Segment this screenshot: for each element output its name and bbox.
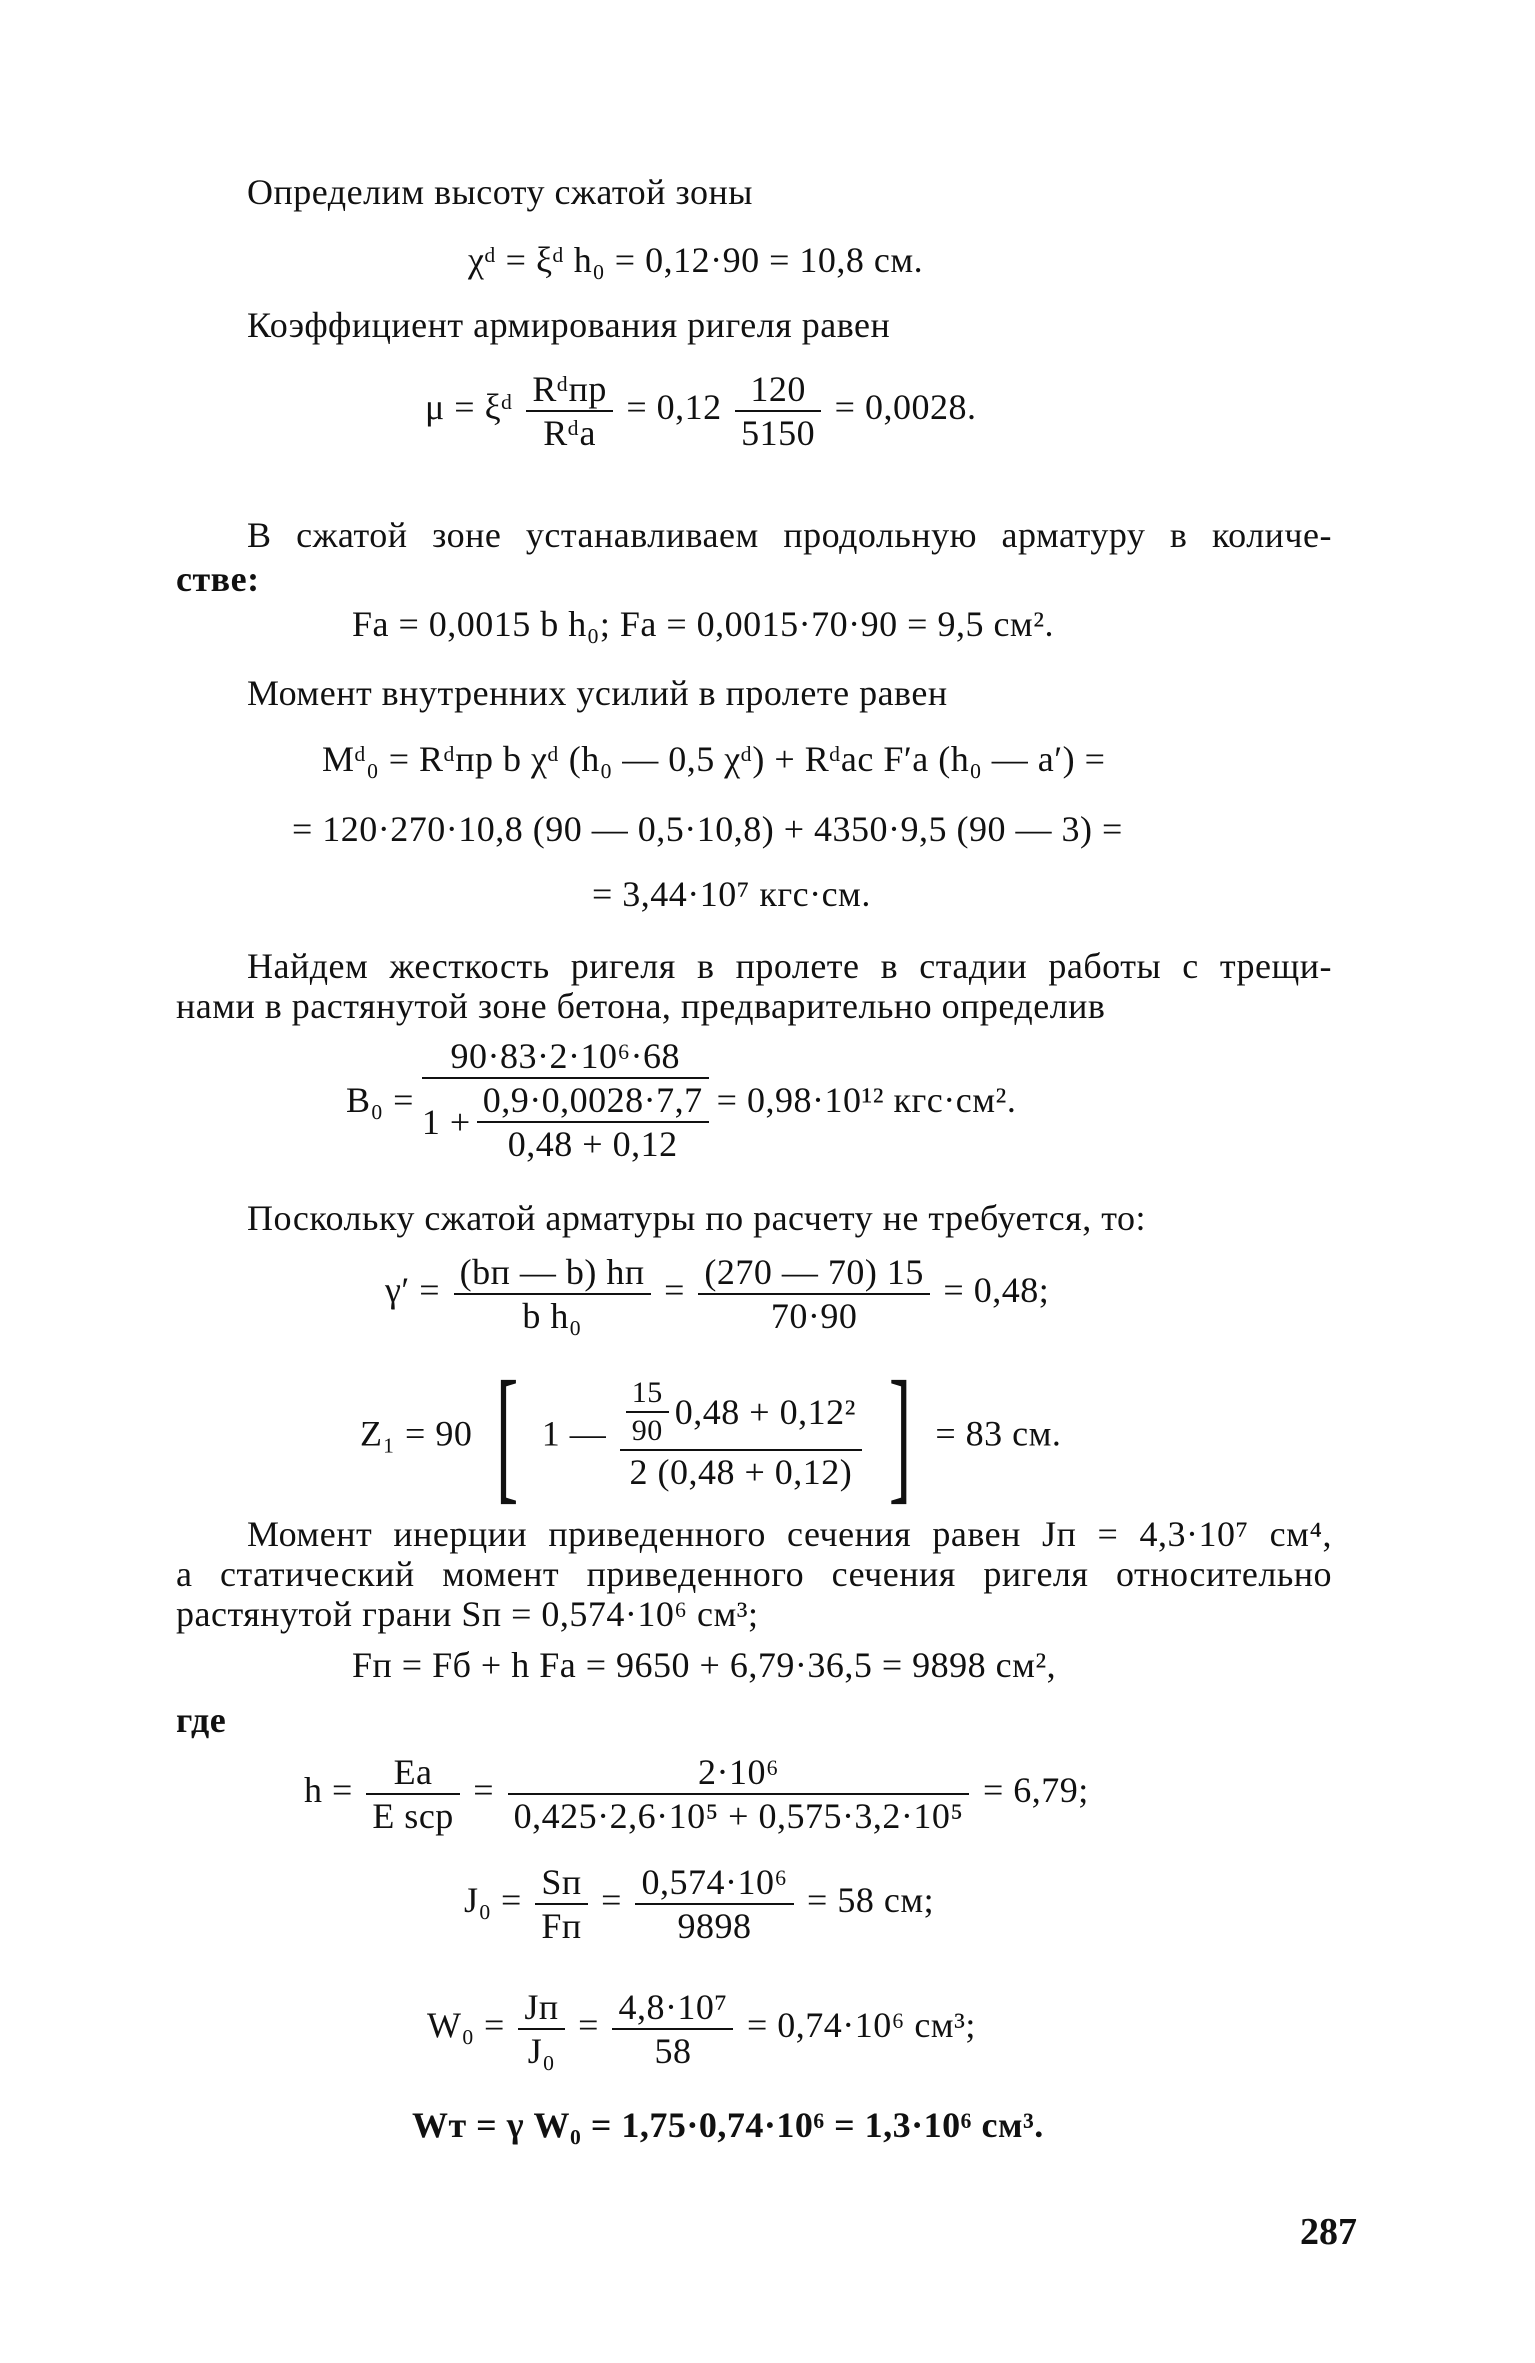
equation-reinforcement-area: Fа = 0,0015 b h₀; Fа = 0,0015·70·90 = 9,5 см².: [352, 604, 1054, 644]
eq7-lhs: Z₁ = 90: [360, 1413, 473, 1454]
eq11-lhs: W₀ =: [427, 2005, 505, 2045]
eq7-small-den: 90: [631, 1413, 663, 1447]
equation-section-modulus: W₀ = $\frac{Jп}{\text{J₀}}$ = $\frac{\text{4,8·10⁷}}{58}$ = 0,74·10⁶ см³;: [427, 1986, 976, 2071]
eq9-den1: E sср: [372, 1795, 454, 1836]
paragraph-longitudinal-reinforcement-line1: В сжатой зоне устанавливаем продольную арматуру в количе-: [247, 515, 1332, 555]
paragraph-longitudinal-reinforcement-line2: стве:: [176, 559, 260, 599]
paragraph-no-compressed-reinforcement: Поскольку сжатой арматуры по расчету не требуется, то:: [247, 1198, 1146, 1238]
eq2-mid: = 0,12: [626, 387, 722, 427]
equation-centroid-distance: J₀ = $\frac{Sп}{Fп}$ = $\frac{\text{0,574·10⁶}}{9898}$ = 58 см;: [464, 1861, 935, 1946]
eq5-numerator: 90·83·2·10⁶·68: [422, 1035, 709, 1079]
left-bracket: [: [495, 1350, 519, 1517]
equation-plastic-modulus: Wт = γ W₀ = 1,75·0,74·10⁶ = 1,3·10⁶ см³.: [412, 2105, 1044, 2145]
eq7-den: 2 (0,48 + 0,12): [629, 1451, 853, 1492]
equation-compressed-zone-height: χᵈ = ξᵈ h₀ = 0,12·90 = 10,8 см.: [468, 240, 924, 280]
eq6-rhs: = 0,48;: [943, 1270, 1050, 1310]
eq2-den1: Rᵈа: [543, 412, 596, 453]
paragraph-inertia-line1: Момент инерции приведенного сечения равен Jп = 4,3·10⁷ см⁴,: [247, 1514, 1332, 1554]
eq6-den1: b h₀: [522, 1295, 582, 1336]
eq11-rhs: = 0,74·10⁶ см³;: [746, 2005, 976, 2045]
equation-internal-moment-2: = 120·270·10,8 (90 — 0,5·10,8) + 4350·9,5 (90 — 3) =: [292, 809, 1123, 849]
equation-stiffness: [345, 1035, 1017, 1165]
equation-lever-arm: [360, 1350, 1062, 1517]
eq9-num1: Eа: [366, 1751, 459, 1795]
eq11-fraction-2: [612, 1986, 733, 2072]
eq10-fraction-2: [635, 1861, 793, 1947]
eq5-inner-denominator: 0,48 + 0,12: [507, 1124, 678, 1164]
eq6-den2: 70·90: [770, 1295, 858, 1336]
paragraph-compressed-zone-intro: Определим высоту сжатой зоны: [247, 172, 753, 212]
equation-reinforcement-coefficient: [425, 362, 976, 454]
eq9-rhs: = 6,79;: [982, 1770, 1089, 1810]
eq5-lhs: B₀ =: [346, 1080, 414, 1120]
page-number: 287: [1300, 2211, 1357, 2253]
eq5-layout: [345, 1035, 1017, 1165]
eq2-rhs: = 0,0028.: [834, 387, 977, 427]
eq5-denominator-lhs: 1 +: [421, 1102, 471, 1142]
paragraph-stiffness-line2: нами в растянутой зоне бетона, предварительно определив: [176, 986, 1106, 1026]
label-where: где: [176, 1700, 227, 1740]
eq6-fraction-1: [454, 1251, 651, 1337]
eq7-num-rest: 0,48 + 0,12²: [674, 1391, 856, 1432]
eq10-num2: 0,574·10⁶: [635, 1861, 793, 1905]
eq2-num1: Rᵈпр: [526, 368, 612, 412]
eq6-num1: (bп — b) hп: [454, 1251, 651, 1295]
eq6-lhs: γ′ =: [385, 1270, 441, 1310]
eq11-num1: Jп: [518, 1986, 564, 2030]
equation-internal-moment-3: = 3,44·10⁷ кгс·см.: [592, 874, 871, 914]
eq9-fraction-2: [508, 1751, 970, 1837]
eq7-small-num: 15: [626, 1375, 669, 1413]
eq11-den2: 58: [654, 2030, 692, 2071]
eq10-lhs: J₀ =: [464, 1880, 522, 1920]
eq2-lhs: μ = ξᵈ: [425, 387, 513, 427]
eq6-num2: (270 — 70) 15: [698, 1251, 929, 1295]
equation-reduced-area: Fп = Fб + h Fа = 9650 + 6,79·36,5 = 9898 см²,: [352, 1645, 1057, 1685]
eq10-den2: 9898: [677, 1905, 752, 1946]
eq11-den1: J₀: [527, 2030, 556, 2071]
paragraph-reinforcement-coefficient: Коэффициент армирования ригеля равен: [247, 305, 891, 345]
equation-gamma-prime: γ′ = $\frac{(bп — b) hп}{\text{b h₀}}$ = $\frac{(270 — 70) 15}{70\cdot 90}$ = 0,48;: [385, 1251, 1050, 1336]
equation-modular-ratio: h = $\frac{Eа}{\text{E sср}}$ = $\frac{\text{2·10⁶}}{\text{0,425·2,6·10⁵ + 0,575·3,2·10⁵}}$ = 6,79;: [304, 1751, 1089, 1836]
eq7-main-fraction: [620, 1375, 862, 1493]
eq9-num2: 2·10⁶: [508, 1751, 970, 1795]
eq5-rhs: = 0,98·10¹² кгс·см².: [716, 1080, 1017, 1120]
eq10-num1: Sп: [535, 1861, 587, 1905]
right-bracket: ]: [889, 1350, 912, 1517]
eq10-rhs: = 58 см;: [807, 1880, 935, 1920]
paragraph-internal-moment: Момент внутренних усилий в пролете равен: [247, 673, 948, 713]
eq7-one: 1 —: [541, 1413, 607, 1454]
eq6-fraction-2: [698, 1251, 929, 1337]
eq9-den2: 0,425·2,6·10⁵ + 0,575·3,2·10⁵: [513, 1795, 964, 1836]
eq10-fraction-1: [535, 1861, 587, 1947]
equation-internal-moment-1: Mᵈ₀ = Rᵈпр b χᵈ (h₀ — 0,5 χᵈ) + Rᵈас F′а (h₀ — a′) =: [322, 739, 1106, 779]
eq2-den2: 5150: [741, 412, 816, 453]
eq11-fraction-1: [518, 1986, 564, 2072]
eq10-den1: Fп: [541, 1905, 582, 1946]
paragraph-stiffness-line1: Найдем жесткость ригеля в пролете в стадии работы с трещи-: [247, 946, 1332, 986]
eq11-num2: 4,8·10⁷: [612, 1986, 733, 2030]
paragraph-inertia-line2: а статический момент приведенного сечения ригеля относительно: [176, 1554, 1332, 1594]
eq2-num2: 120: [735, 368, 821, 412]
eq2-fraction-1: [526, 368, 612, 454]
paragraph-inertia-line3: растянутой грани Sп = 0,574·10⁶ см³;: [176, 1594, 759, 1634]
eq7-rhs: = 83 см.: [935, 1413, 1062, 1454]
eq9-lhs: h =: [304, 1770, 353, 1810]
eq2-fraction-2: [735, 368, 821, 454]
eq9-fraction-1: [366, 1751, 459, 1837]
eq5-inner-numerator: 0,9·0,0028·7,7: [477, 1079, 709, 1123]
